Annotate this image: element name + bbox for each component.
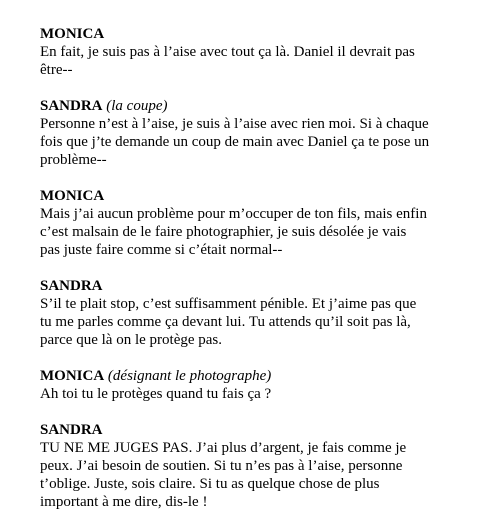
stage-direction: (désignant le photographe) (107, 368, 272, 384)
speaker-heading (40, 97, 460, 115)
dialogue-block (40, 421, 460, 511)
dialogue-line: pas juste faire comme si c’était normal-- (40, 242, 283, 258)
dialogue-line: Mais j’ai aucun problème pour m’occuper de ton fils, mais enfin (40, 206, 427, 222)
dialogue-line: c’est malsain de le faire photographier, je suis désolée je vais (40, 224, 407, 240)
speaker-heading (40, 367, 460, 385)
dialogue-line: t’oblige. Juste, sois claire. Si tu as quelque chose de plus (40, 476, 380, 492)
stage-direction: (la coupe) (106, 98, 168, 114)
speaker-name: SANDRA (40, 422, 103, 438)
dialogue-line: être-- (40, 62, 73, 78)
speaker-heading (40, 277, 460, 295)
screenplay-page (40, 25, 460, 529)
dialogue-line: fois que j’te demande un coup de main avec Daniel ça te pose un (40, 134, 430, 150)
dialogue-block (40, 97, 460, 169)
speaker-heading (40, 421, 460, 439)
dialogue-line: peux. J’ai besoin de soutien. Si tu n’es pas à l’aise, personne (40, 458, 403, 474)
dialogue-block (40, 367, 460, 403)
dialogue-line: S’il te plait stop, c’est suffisamment pénible. Et j’aime pas que (40, 296, 417, 312)
dialogue-line: parce que là on le protège pas. (40, 332, 222, 348)
dialogue-block (40, 25, 460, 79)
speaker-name: SANDRA (40, 98, 103, 114)
dialogue-line: important à me dire, dis-le ! (40, 494, 208, 510)
dialogue-line: Ah toi tu le protèges quand tu fais ça ? (40, 386, 272, 402)
dialogue-line: TU NE ME JUGES PAS. J’ai plus d’argent, je fais comme je (40, 440, 407, 456)
dialogue-block (40, 187, 460, 259)
dialogue-block (40, 277, 460, 349)
speaker-name: MONICA (40, 26, 105, 42)
dialogue-line: En fait, je suis pas à l’aise avec tout ça là. Daniel il devrait pas (40, 44, 415, 60)
speaker-heading (40, 187, 460, 205)
dialogue-line: problème-- (40, 152, 107, 168)
speaker-name: SANDRA (40, 278, 103, 294)
speaker-name: MONICA (40, 188, 105, 204)
dialogue-line: Personne n’est à l’aise, je suis à l’aise avec rien moi. Si à chaque (40, 116, 429, 132)
speaker-heading (40, 25, 460, 43)
speaker-name: MONICA (40, 368, 105, 384)
dialogue-line: tu me parles comme ça devant lui. Tu attends qu’il soit pas là, (40, 314, 411, 330)
